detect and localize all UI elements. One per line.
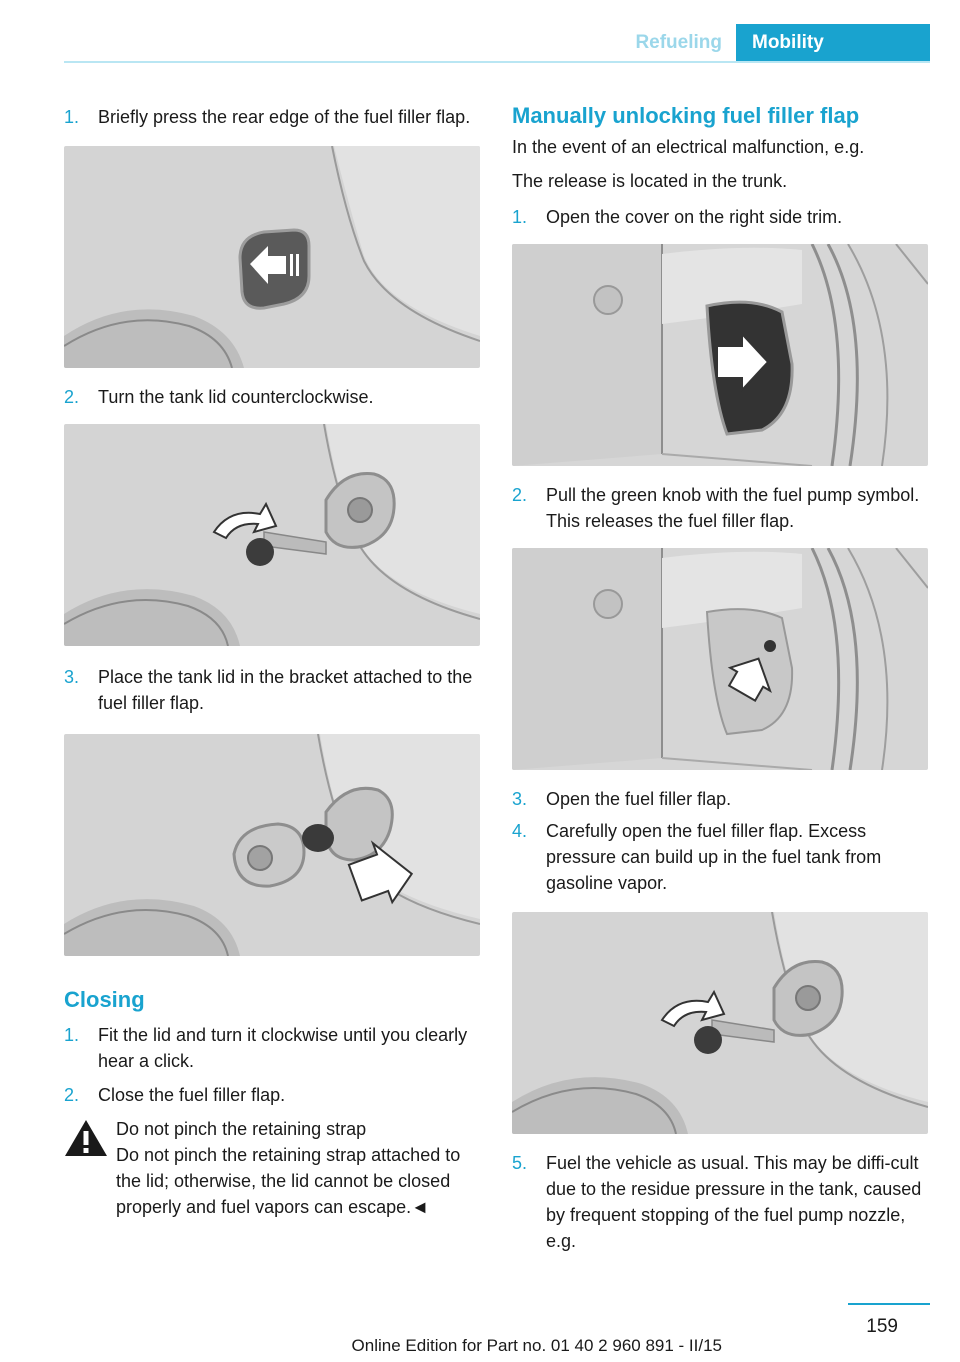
left-step-1 [64,104,480,130]
step-text: Fuel the vehicle as usual. This may be diffi‐cult due to the residue pressure in the tank, caused by frequent stopping of the fuel pump nozzle, e.g. [546,1153,922,1251]
header-rule [64,61,930,63]
step-number: 2. [64,387,80,407]
step-number: 4. [512,821,528,841]
left-step-2 [64,384,480,410]
pull-knob-drawing [512,548,928,770]
closing-step-2 [64,1082,480,1108]
step-number: 1. [64,1025,80,1045]
left-column [64,100,480,1220]
illustration-press-flap [64,146,480,368]
heading-manual-unlock: Manually unlocking fuel filler flap [512,103,860,128]
left-step-3 [64,664,480,716]
right-step-3 [512,786,928,812]
page-number: 159 [866,1316,898,1337]
step-text: Turn the tank lid counterclockwise. [98,387,374,407]
right-step-2 [512,482,928,534]
warning-body [64,1142,480,1220]
step-text: Pull the green knob with the fuel pump symbol. This releases the fuel filler flap. [546,485,920,531]
illustration-turn-lid [64,424,480,646]
heading-closing: Closing [64,987,145,1012]
tab-mobility[interactable]: Mobility [736,24,930,62]
step-text: Place the tank lid in the bracket attached to the fuel filler flap. [98,667,473,713]
step-text: Briefly press the rear edge of the fuel filler flap. [98,107,471,127]
step-number: 2. [64,1085,80,1105]
warning-box [64,1116,480,1220]
turn-lid-drawing [64,424,480,646]
step-text: Open the fuel filler flap. [546,789,732,809]
step-text: Close the fuel filler flap. [98,1085,286,1105]
illustration-open-flap [512,912,928,1134]
warning-body-text: Do not pinch the retaining strap attached to the lid; otherwise, the lid cannot be closed properly and fuel vapors can escape.◄ [116,1145,461,1217]
step-text: Carefully open the fuel filler flap. Excess pressure can build up in the fuel tank from gasoline vapor. [546,821,882,893]
tab-refueling[interactable]: Refueling [635,32,722,53]
step-text: Open the cover on the right side trim. [546,207,843,227]
right-step-1 [512,204,928,230]
trim-cover-drawing [512,244,928,466]
illustration-open-trim-cover [512,244,928,466]
warning-title: Do not pinch the retaining strap [116,1119,367,1139]
step-number: 5. [512,1153,528,1173]
warning-triangle-icon [64,1118,108,1158]
right-column [512,100,928,1254]
lid-bracket-drawing [64,734,480,956]
open-flap-drawing [512,912,928,1134]
press-flap-drawing [64,146,480,368]
intro-malfunction: In the event of an electrical malfunction, e.g. [512,137,865,157]
right-step-5 [512,1150,928,1254]
right-step-4 [512,818,928,896]
intro-release-location: The release is located in the trunk. [512,171,788,191]
footer-rule [848,1303,930,1305]
illustration-pull-knob [512,548,928,770]
illustration-lid-in-bracket [64,734,480,956]
step-number: 1. [512,207,528,227]
step-number: 1. [64,107,80,127]
step-text: Fit the lid and turn it clockwise until you clearly hear a click. [98,1025,468,1071]
step-number: 3. [64,667,80,687]
edition-footer: Online Edition for Part no. 01 40 2 960 891 - II/15 [351,1336,722,1355]
closing-step-1 [64,1022,480,1074]
step-number: 2. [512,485,528,505]
step-number: 3. [512,789,528,809]
